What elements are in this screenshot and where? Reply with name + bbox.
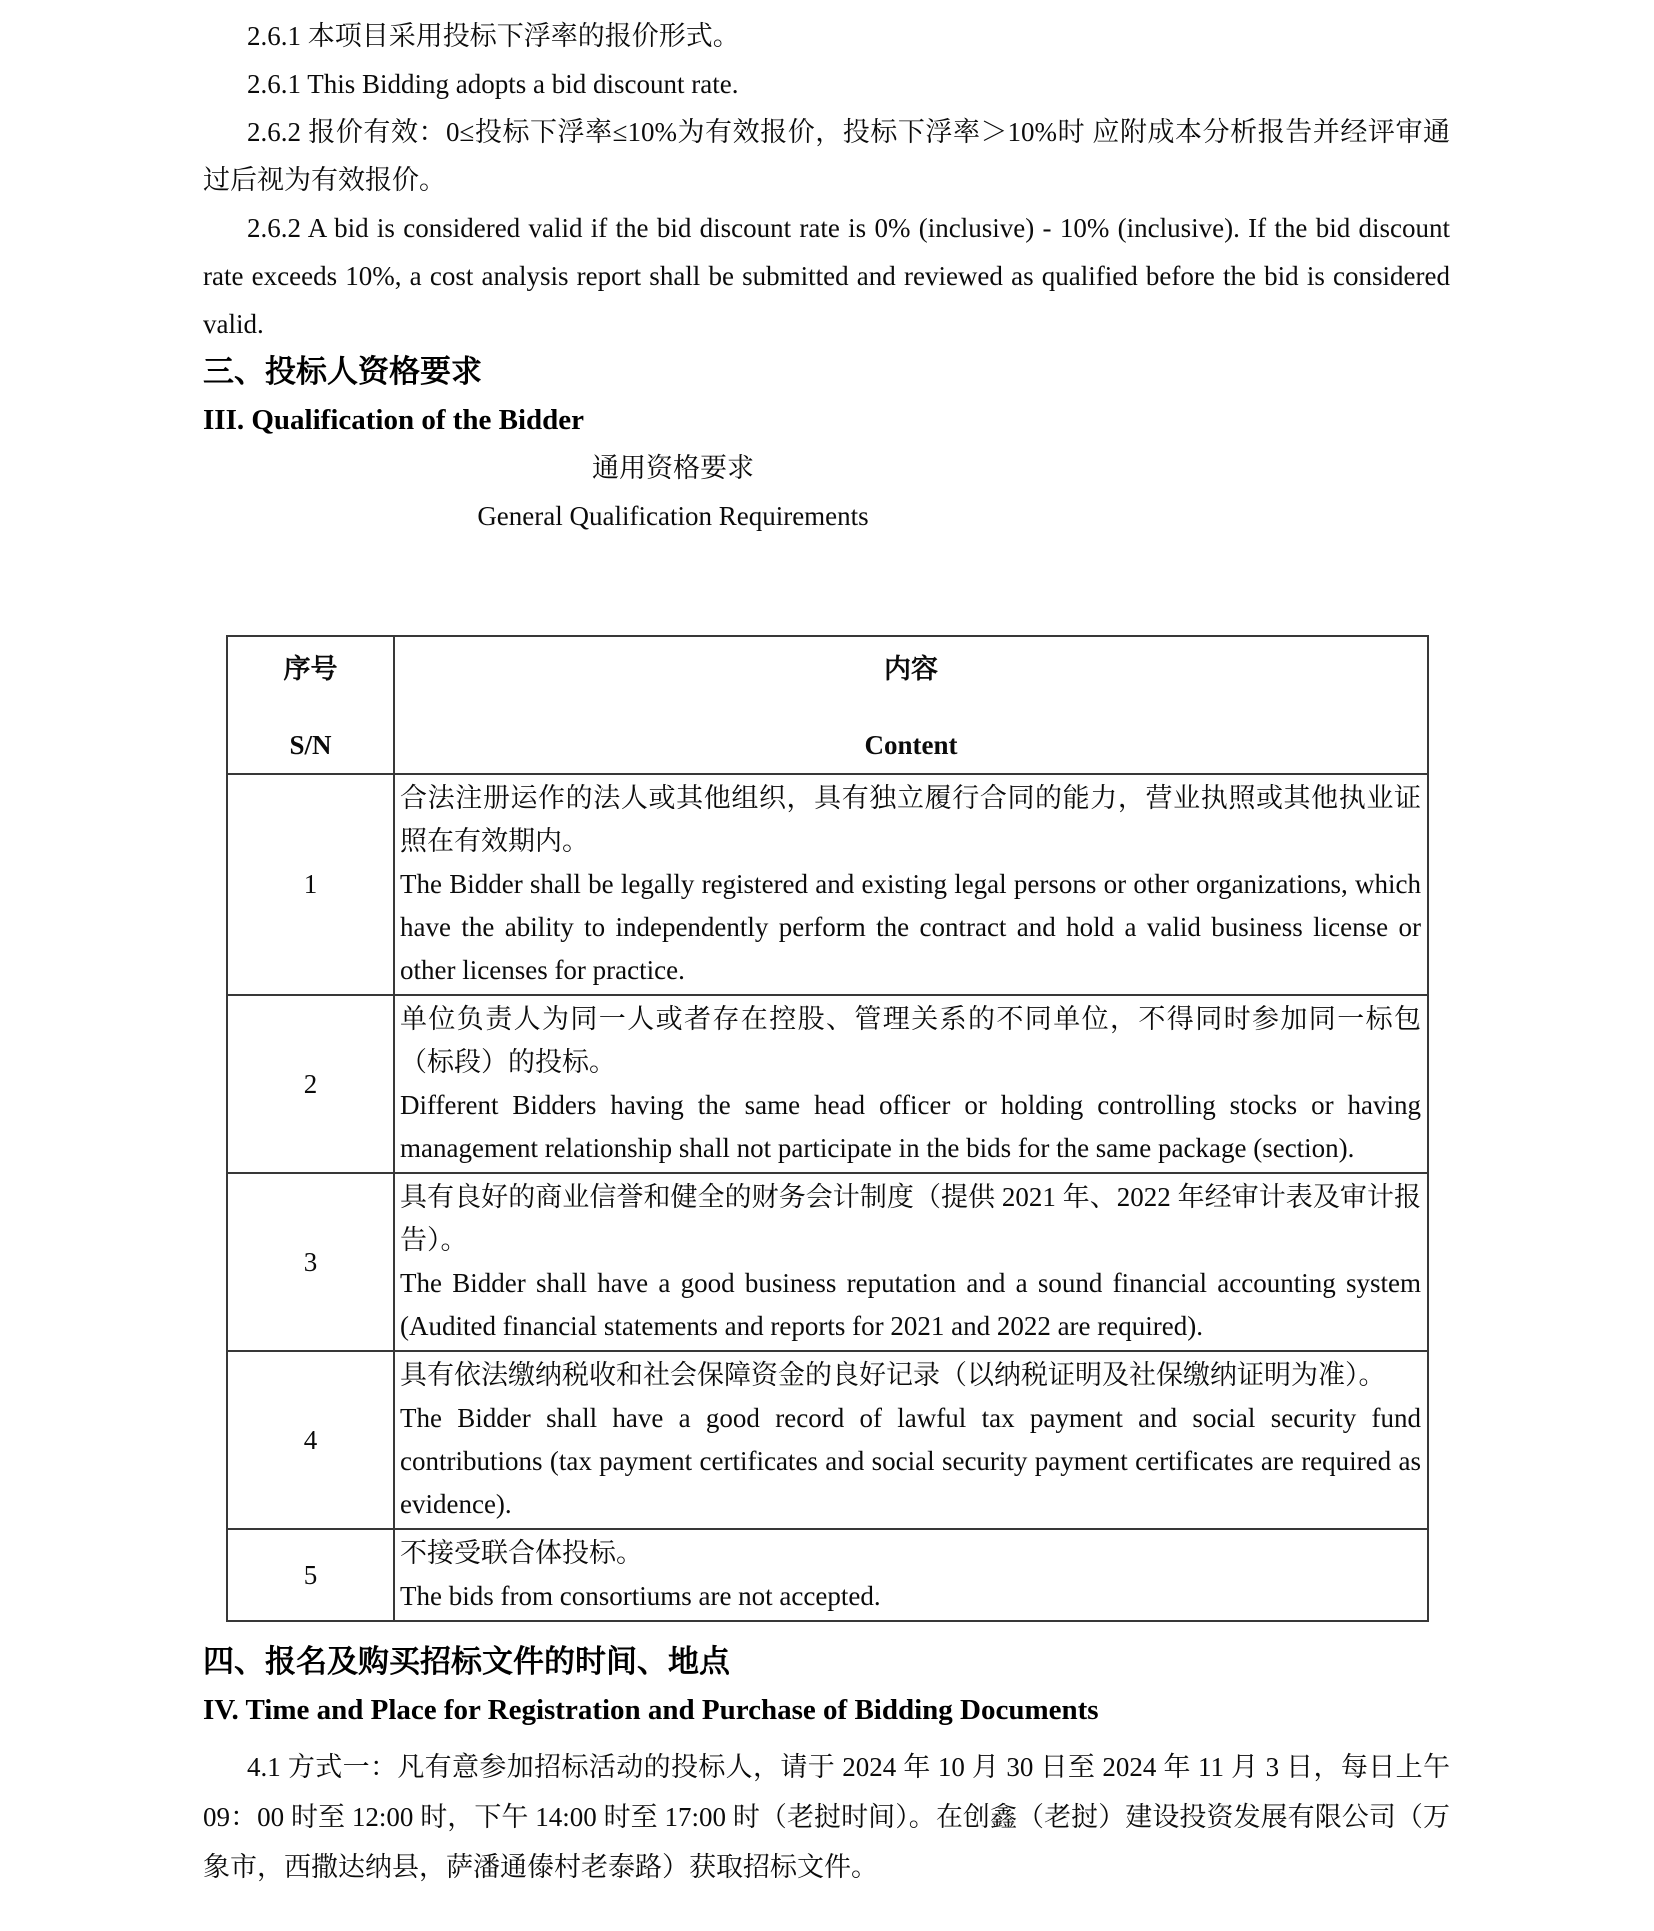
qualification-table xyxy=(226,635,1429,1622)
clause-2-6-2-en: 2.6.2 A bid is considered valid if the bid discount rate is 0% (inclusive) - 10% (inclusive). If the bid discount rate exceeds 10%, a cost analysis report shall be submitted and reviewed as qualified before the bid is considered valid. xyxy=(203,213,1450,339)
row-number: 1 xyxy=(227,774,394,995)
clause-2-6-1-en: 2.6.1 This Bidding adopts a bid discount rate. xyxy=(247,69,739,99)
row-content-zh: 具有依法缴纳税收和社会保障资金的良好记录（以纳税证明及社保缴纳证明为准）。 xyxy=(400,1360,1386,1390)
section-4-heading-en: IV. Time and Place for Registration and Purchase of Bidding Documents xyxy=(203,1694,1099,1726)
sn-header-zh: 序号 xyxy=(283,654,338,684)
row-content xyxy=(394,1351,1428,1529)
row-content xyxy=(394,1529,1428,1621)
section-3-heading-en: III. Qualification of the Bidder xyxy=(203,404,585,436)
row-content-en: Different Bidders having the same head officer or holding controlling stocks or having management relationship shall not participate in the bids for the same package (section). xyxy=(400,1090,1421,1163)
clause-2-6-2-zh: 2.6.2 报价有效：0≤投标下浮率≤10%为有效报价，投标下浮率＞10%时 应附成本分析报告并经评审通过后视为有效报价。 xyxy=(203,117,1450,195)
clause-4-1: 4.1 方式一：凡有意参加招标活动的投标人，请于 2024 年 10 月 30 日至 2024 年 11 月 3 日，每日上午 09：00 时至 12:00 时，下午 14:00 时至 17:00 时（老挝时间）。在创鑫（老挝）建设投资发展有限公司（万象市，西撒达纳县，萨潘通傣村老泰路）获取招标文件。 xyxy=(203,1752,1450,1882)
row-content-en: The Bidder shall have a good business reputation and a sound financial accounting system (Audited financial statements and reports for 2021 and 2022 are required). xyxy=(400,1268,1421,1341)
row-number: 2 xyxy=(227,995,394,1173)
table-row xyxy=(227,1529,1428,1621)
content-header-en: Content xyxy=(864,730,958,760)
section-3-heading-zh: 三、投标人资格要求 xyxy=(203,354,482,389)
sn-header-en: S/N xyxy=(289,730,332,760)
section-4-heading-zh: 四、报名及购买招标文件的时间、地点 xyxy=(203,1644,730,1679)
content-header-zh: 内容 xyxy=(884,654,938,684)
table-row xyxy=(227,995,1428,1173)
table-title-en: General Qualification Requirements xyxy=(477,501,869,531)
row-content xyxy=(394,995,1428,1173)
table-row xyxy=(227,1351,1428,1529)
row-content-en: The Bidder shall be legally registered and existing legal persons or other organizations, which have the ability to independently perform the contract and hold a valid business license or other licenses for practice. xyxy=(400,869,1421,985)
row-content-zh: 具有良好的商业信誉和健全的财务会计制度（提供 2021 年、2022 年经审计表及审计报告）。 xyxy=(400,1182,1421,1255)
row-content-en: The Bidder shall have a good record of lawful tax payment and social security fund contributions (tax payment certificates and social security payment certificates are required as evidence). xyxy=(400,1403,1421,1519)
table-row xyxy=(227,774,1428,995)
row-content xyxy=(394,774,1428,995)
row-content xyxy=(394,1173,1428,1351)
row-content-zh: 单位负责人为同一人或者存在控股、管理关系的不同单位，不得同时参加同一标包（标段）的投标。 xyxy=(400,1004,1421,1077)
content-column-header xyxy=(394,636,1428,774)
table-title-zh: 通用资格要求 xyxy=(592,453,754,483)
sn-column-header xyxy=(227,636,394,774)
table-row xyxy=(227,1173,1428,1351)
row-content-zh: 合法注册运作的法人或其他组织，具有独立履行合同的能力，营业执照或其他执业证照在有效期内。 xyxy=(400,783,1421,856)
row-content-zh: 不接受联合体投标。 xyxy=(400,1538,643,1568)
row-number: 3 xyxy=(227,1173,394,1351)
row-content-en: The bids from consortiums are not accepted. xyxy=(400,1581,881,1611)
table-header-row xyxy=(227,636,1428,774)
clause-2-6-1-zh: 2.6.1 本项目采用投标下浮率的报价形式。 xyxy=(247,21,740,51)
row-number: 5 xyxy=(227,1529,394,1621)
row-number: 4 xyxy=(227,1351,394,1529)
